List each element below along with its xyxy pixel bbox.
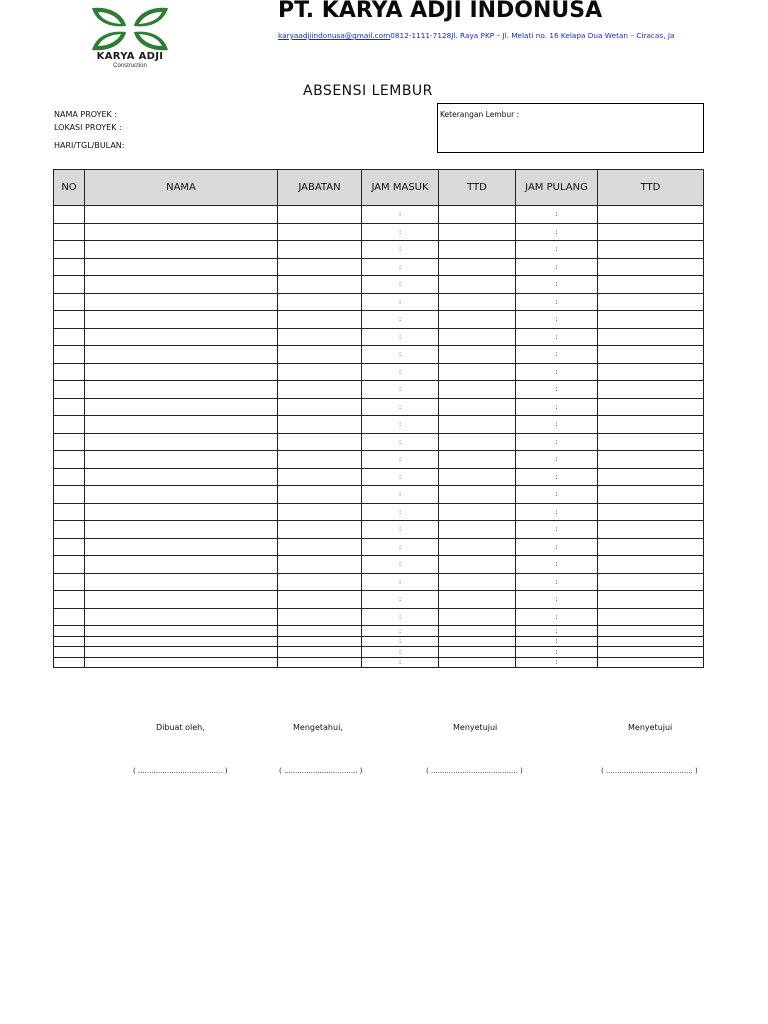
table-row [54,521,704,539]
email-link[interactable]: karyaadjiindonusa@gmail.com [278,31,391,40]
header-jabatan: JABATAN [278,170,362,206]
cell-jam-pulang[interactable]: : [516,206,598,224]
cell-ttd-masuk[interactable] [439,626,516,637]
company-name: PT. KARYA ADJI INDONUSA [278,0,603,23]
cell-jam-masuk[interactable]: : [362,636,439,647]
cell-jam-pulang[interactable]: : [516,433,598,451]
cell-ttd-pulang[interactable] [598,416,704,434]
header-nama: NAMA [85,170,278,206]
cell-ttd-masuk[interactable] [439,416,516,434]
nama-proyek-label: NAMA PROYEK : [54,110,118,119]
cell-nama[interactable] [85,363,278,381]
keterangan-label: Keterangan Lembur : [440,110,520,119]
cell-ttd-pulang[interactable] [598,451,704,469]
leaf-logo-icon [88,4,172,54]
signature-line-1: ( ...................................... ) [133,767,228,775]
cell-no[interactable] [54,647,85,658]
header-ttd-masuk: TTD [439,170,516,206]
cell-ttd-masuk[interactable] [439,293,516,311]
cell-no[interactable] [54,657,85,668]
cell-jam-masuk[interactable]: : [362,293,439,311]
cell-ttd-pulang[interactable] [598,608,704,626]
table-row [54,293,704,311]
cell-jam-masuk[interactable]: : [362,241,439,259]
signature-line-2: ( ................................. ) [279,767,363,775]
lokasi-proyek-label: LOKASI PROYEK : [54,123,122,132]
cell-jam-masuk[interactable]: : [362,573,439,591]
cell-ttd-pulang[interactable] [598,486,704,504]
table-row [54,573,704,591]
table-row [54,433,704,451]
cell-nama[interactable] [85,381,278,399]
header-jam-masuk: JAM MASUK [362,170,439,206]
cell-jam-masuk[interactable]: : [362,521,439,539]
cell-nama[interactable] [85,293,278,311]
cell-jam-pulang[interactable]: : [516,591,598,609]
cell-jam-masuk[interactable]: : [362,503,439,521]
table-header-row [54,170,704,206]
cell-jam-pulang[interactable]: : [516,556,598,574]
cell-jam-masuk[interactable]: : [362,468,439,486]
cell-jabatan[interactable] [278,503,362,521]
cell-jam-pulang[interactable]: : [516,241,598,259]
cell-nama[interactable] [85,608,278,626]
cell-jam-masuk[interactable]: : [362,276,439,294]
cell-nama[interactable] [85,647,278,658]
table-row [54,206,704,224]
cell-ttd-pulang[interactable] [598,647,704,658]
cell-ttd-pulang[interactable] [598,381,704,399]
cell-no[interactable] [54,538,85,556]
cell-jam-masuk[interactable]: : [362,206,439,224]
logo-subtext: Construction [113,63,147,69]
cell-jam-masuk[interactable]: : [362,328,439,346]
cell-ttd-masuk[interactable] [439,503,516,521]
cell-jam-pulang[interactable]: : [516,398,598,416]
cell-nama[interactable] [85,206,278,224]
cell-nama[interactable] [85,241,278,259]
cell-ttd-masuk[interactable] [439,636,516,647]
cell-ttd-pulang[interactable] [598,556,704,574]
cell-ttd-masuk[interactable] [439,346,516,364]
cell-ttd-masuk[interactable] [439,486,516,504]
cell-nama[interactable] [85,468,278,486]
cell-ttd-masuk[interactable] [439,223,516,241]
cell-jam-pulang[interactable]: : [516,657,598,668]
cell-jam-pulang[interactable]: : [516,626,598,637]
table-row [54,486,704,504]
table-row [54,503,704,521]
cell-ttd-pulang[interactable] [598,433,704,451]
cell-jam-pulang[interactable]: : [516,573,598,591]
cell-no[interactable] [54,311,85,329]
cell-no[interactable] [54,451,85,469]
cell-jam-pulang[interactable]: : [516,346,598,364]
table-row [54,468,704,486]
cell-ttd-pulang[interactable] [598,276,704,294]
cell-jam-masuk[interactable]: : [362,223,439,241]
cell-no[interactable] [54,223,85,241]
table-body [54,206,704,668]
cell-jabatan[interactable] [278,258,362,276]
cell-ttd-masuk[interactable] [439,328,516,346]
table-row [54,398,704,416]
cell-ttd-masuk[interactable] [439,398,516,416]
cell-ttd-pulang[interactable] [598,398,704,416]
table-row [54,258,704,276]
cell-nama[interactable] [85,398,278,416]
cell-jam-pulang[interactable]: : [516,538,598,556]
cell-ttd-masuk[interactable] [439,258,516,276]
table-row [54,556,704,574]
cell-no[interactable] [54,276,85,294]
cell-jabatan[interactable] [278,276,362,294]
signature-label-dibuat: Dibuat oleh, [156,723,205,732]
cell-nama[interactable] [85,486,278,504]
cell-ttd-pulang[interactable] [598,538,704,556]
cell-ttd-masuk[interactable] [439,363,516,381]
cell-jam-pulang[interactable]: : [516,647,598,658]
cell-ttd-masuk[interactable] [439,451,516,469]
cell-jabatan[interactable] [278,241,362,259]
signature-label-menyetujui-2: Menyetujui [628,723,673,732]
logo-text: KARYA ADJI [96,51,164,62]
cell-nama[interactable] [85,223,278,241]
cell-no[interactable] [54,573,85,591]
cell-no[interactable] [54,416,85,434]
form-title: ABSENSI LEMBUR [303,83,433,99]
cell-jam-pulang[interactable]: : [516,608,598,626]
header-jam-pulang: JAM PULANG [516,170,598,206]
cell-nama[interactable] [85,636,278,647]
cell-nama[interactable] [85,328,278,346]
cell-jabatan[interactable] [278,346,362,364]
table-row [54,608,704,626]
cell-jabatan[interactable] [278,381,362,399]
cell-ttd-pulang[interactable] [598,328,704,346]
cell-ttd-masuk[interactable] [439,608,516,626]
cell-ttd-masuk[interactable] [439,647,516,658]
cell-jam-pulang[interactable]: : [516,276,598,294]
table-row [54,346,704,364]
cell-ttd-pulang[interactable] [598,241,704,259]
cell-no[interactable] [54,556,85,574]
table-row [54,328,704,346]
cell-nama[interactable] [85,311,278,329]
cell-jabatan[interactable] [278,626,362,637]
cell-jam-pulang[interactable]: : [516,223,598,241]
table-row [54,241,704,259]
cell-jabatan[interactable] [278,328,362,346]
cell-jam-masuk[interactable]: : [362,258,439,276]
cell-no[interactable] [54,591,85,609]
cell-jam-masuk[interactable]: : [362,647,439,658]
cell-ttd-pulang[interactable] [598,346,704,364]
cell-nama[interactable] [85,626,278,637]
table-row [54,363,704,381]
cell-ttd-masuk[interactable] [439,381,516,399]
table-row [54,657,704,668]
cell-jabatan[interactable] [278,608,362,626]
cell-jam-pulang[interactable]: : [516,486,598,504]
signature-line-4: ( ....................................... ) [601,767,698,775]
cell-no[interactable] [54,626,85,637]
cell-ttd-masuk[interactable] [439,573,516,591]
table-row [54,451,704,469]
header-no: NO [54,170,85,206]
cell-ttd-masuk[interactable] [439,468,516,486]
cell-no[interactable] [54,468,85,486]
contact-address: 0812-1111-7128Jl. Raya PKP – Jl. Melati no. 16 Kelapa Dua Wetan – Ciracas, Ja [390,31,675,40]
cell-jam-masuk[interactable]: : [362,346,439,364]
cell-jabatan[interactable] [278,556,362,574]
cell-ttd-pulang[interactable] [598,626,704,637]
cell-jam-masuk[interactable]: : [362,591,439,609]
cell-jam-masuk[interactable]: : [362,381,439,399]
cell-nama[interactable] [85,538,278,556]
cell-ttd-pulang[interactable] [598,573,704,591]
cell-jabatan[interactable] [278,538,362,556]
cell-ttd-pulang[interactable] [598,223,704,241]
signature-label-mengetahui: Mengetahui, [293,723,343,732]
cell-no[interactable] [54,486,85,504]
cell-jabatan[interactable] [278,206,362,224]
cell-jabatan[interactable] [278,591,362,609]
cell-ttd-pulang[interactable] [598,258,704,276]
cell-jam-pulang[interactable]: : [516,258,598,276]
cell-jabatan[interactable] [278,636,362,647]
cell-jam-pulang[interactable]: : [516,328,598,346]
cell-jam-masuk[interactable]: : [362,556,439,574]
cell-jam-masuk[interactable]: : [362,311,439,329]
cell-nama[interactable] [85,416,278,434]
table-row [54,416,704,434]
cell-jam-pulang[interactable]: : [516,311,598,329]
cell-jam-pulang[interactable]: : [516,363,598,381]
cell-jabatan[interactable] [278,468,362,486]
cell-nama[interactable] [85,258,278,276]
cell-jabatan[interactable] [278,486,362,504]
cell-no[interactable] [54,241,85,259]
cell-no[interactable] [54,608,85,626]
cell-jabatan[interactable] [278,647,362,658]
cell-ttd-masuk[interactable] [439,657,516,668]
cell-no[interactable] [54,636,85,647]
cell-ttd-pulang[interactable] [598,503,704,521]
table-row [54,626,704,637]
cell-jam-masuk[interactable]: : [362,608,439,626]
cell-jam-masuk[interactable]: : [362,538,439,556]
cell-ttd-pulang[interactable] [598,657,704,668]
cell-jam-masuk[interactable]: : [362,626,439,637]
cell-nama[interactable] [85,573,278,591]
cell-ttd-masuk[interactable] [439,206,516,224]
cell-nama[interactable] [85,503,278,521]
cell-ttd-masuk[interactable] [439,591,516,609]
cell-jabatan[interactable] [278,223,362,241]
company-contact [278,31,704,40]
table-row [54,636,704,647]
cell-jabatan[interactable] [278,657,362,668]
cell-jam-masuk[interactable]: : [362,416,439,434]
cell-jam-pulang[interactable]: : [516,503,598,521]
table-row [54,276,704,294]
cell-no[interactable] [54,293,85,311]
table-row [54,223,704,241]
cell-ttd-pulang[interactable] [598,591,704,609]
keterangan-box[interactable] [437,103,704,153]
header-ttd-pulang: TTD [598,170,704,206]
cell-ttd-masuk[interactable] [439,556,516,574]
cell-nama[interactable] [85,433,278,451]
cell-nama[interactable] [85,276,278,294]
cell-ttd-pulang[interactable] [598,311,704,329]
cell-jabatan[interactable] [278,433,362,451]
cell-jam-pulang[interactable]: : [516,381,598,399]
cell-nama[interactable] [85,556,278,574]
cell-ttd-masuk[interactable] [439,538,516,556]
cell-no[interactable] [54,521,85,539]
signature-label-menyetujui-1: Menyetujui [453,723,498,732]
cell-ttd-pulang[interactable] [598,206,704,224]
cell-jabatan[interactable] [278,363,362,381]
cell-ttd-masuk[interactable] [439,433,516,451]
cell-ttd-masuk[interactable] [439,521,516,539]
table-row [54,311,704,329]
cell-nama[interactable] [85,451,278,469]
cell-no[interactable] [54,328,85,346]
cell-ttd-masuk[interactable] [439,241,516,259]
cell-jam-masuk[interactable]: : [362,398,439,416]
cell-ttd-pulang[interactable] [598,521,704,539]
cell-no[interactable] [54,381,85,399]
cell-ttd-masuk[interactable] [439,276,516,294]
cell-no[interactable] [54,258,85,276]
table-row [54,591,704,609]
cell-jabatan[interactable] [278,521,362,539]
table-row [54,647,704,658]
cell-jabatan[interactable] [278,573,362,591]
cell-jam-pulang[interactable]: : [516,416,598,434]
cell-jabatan[interactable] [278,416,362,434]
table-row [54,538,704,556]
cell-jam-pulang[interactable]: : [516,468,598,486]
cell-nama[interactable] [85,657,278,668]
cell-jam-masuk[interactable]: : [362,363,439,381]
cell-jam-masuk[interactable]: : [362,433,439,451]
cell-jabatan[interactable] [278,311,362,329]
cell-jam-pulang[interactable]: : [516,293,598,311]
cell-no[interactable] [54,363,85,381]
table-row [54,381,704,399]
cell-ttd-pulang[interactable] [598,468,704,486]
signature-line-3: ( ....................................... ) [426,767,523,775]
cell-jabatan[interactable] [278,451,362,469]
hari-tgl-label: HARI/TGL/BULAN: [54,141,125,150]
cell-jam-masuk[interactable]: : [362,451,439,469]
cell-nama[interactable] [85,591,278,609]
cell-ttd-masuk[interactable] [439,311,516,329]
cell-jam-pulang[interactable]: : [516,636,598,647]
cell-ttd-pulang[interactable] [598,363,704,381]
cell-jabatan[interactable] [278,293,362,311]
cell-no[interactable] [54,398,85,416]
cell-ttd-pulang[interactable] [598,636,704,647]
cell-no[interactable] [54,433,85,451]
cell-jabatan[interactable] [278,398,362,416]
cell-no[interactable] [54,206,85,224]
cell-nama[interactable] [85,346,278,364]
cell-no[interactable] [54,503,85,521]
cell-ttd-pulang[interactable] [598,293,704,311]
cell-jam-pulang[interactable]: : [516,521,598,539]
attendance-table [53,169,704,668]
cell-jam-masuk[interactable]: : [362,486,439,504]
cell-no[interactable] [54,346,85,364]
cell-jam-pulang[interactable]: : [516,451,598,469]
cell-nama[interactable] [85,521,278,539]
cell-jam-masuk[interactable]: : [362,657,439,668]
